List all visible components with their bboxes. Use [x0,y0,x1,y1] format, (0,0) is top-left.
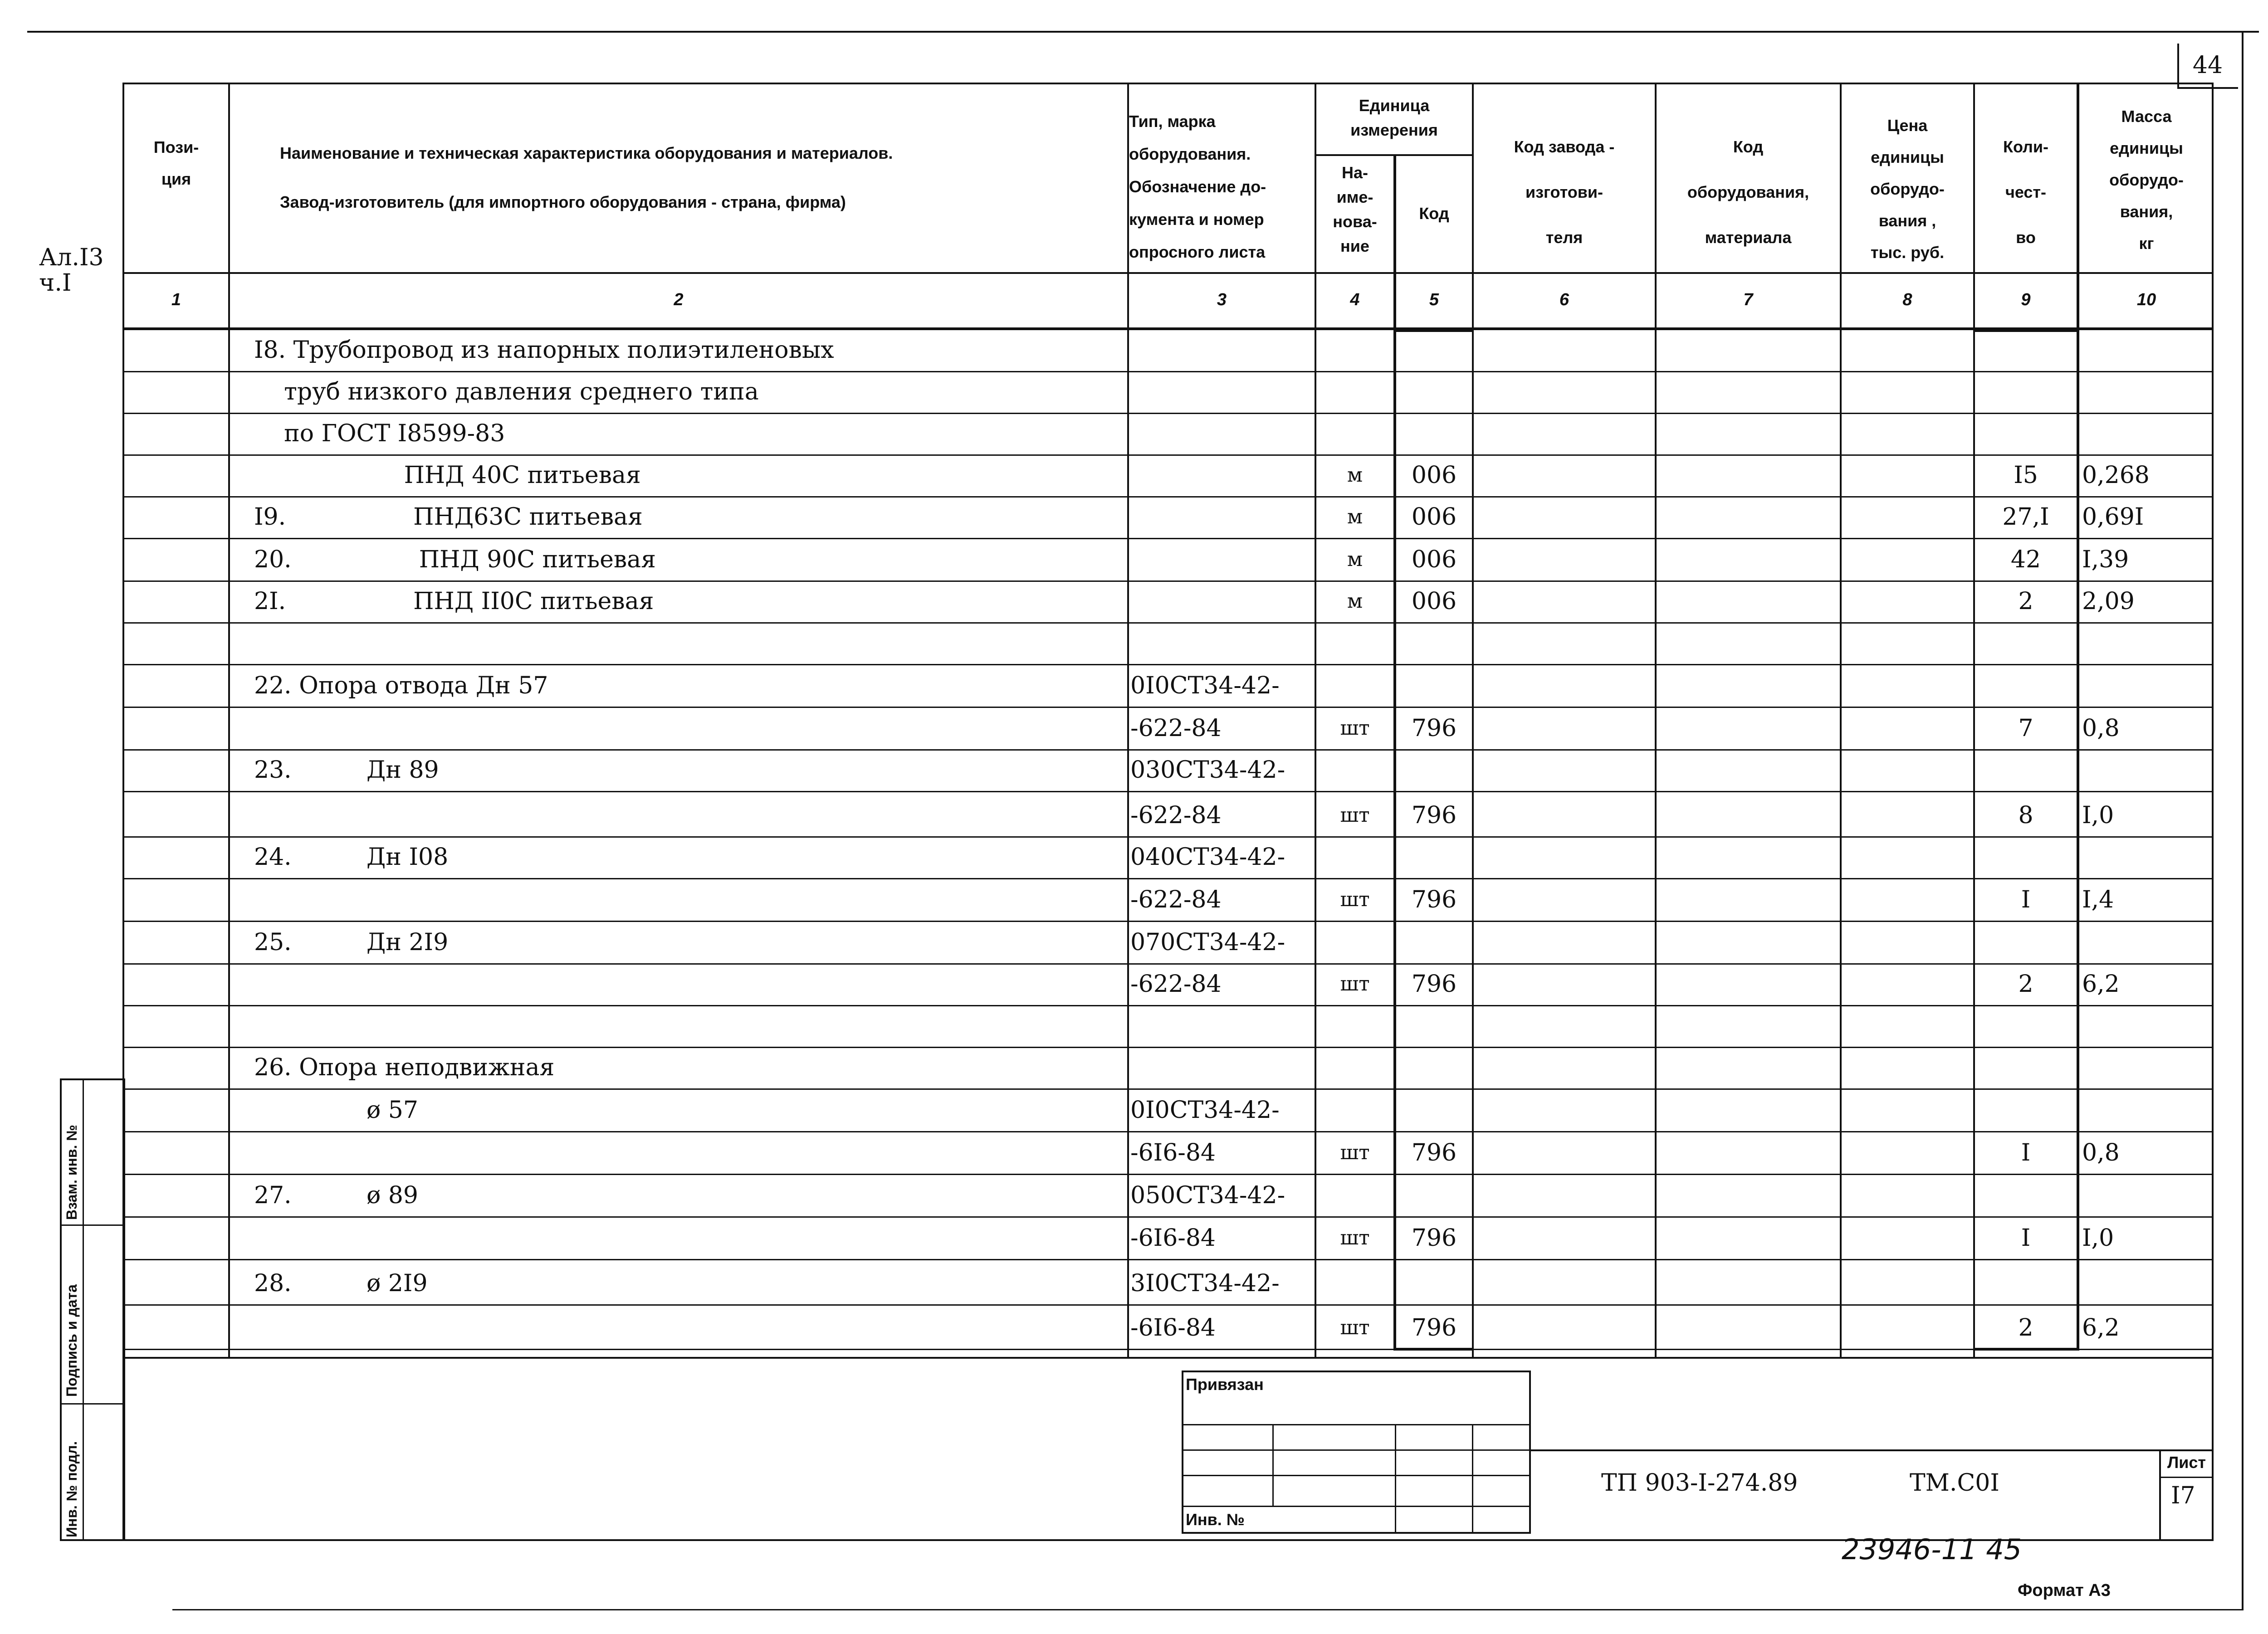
side-label-signature: Подпись и дата [64,1284,80,1397]
side-label-inv-podl: Инв. № подл. [64,1441,80,1537]
cell-code: 006 [1411,546,1457,573]
header-position: Пози- ция [153,138,199,188]
cell-mass: 6,2 [2082,971,2120,998]
code-col-bottom [1393,1348,1474,1351]
bottom-frame-line [172,1609,2244,1610]
header-mass: Масса единицы оборудо- вания, кг [2109,107,2184,253]
colnum-bottom-line [122,327,2214,330]
row-line [122,664,2214,665]
row-line [122,707,2214,708]
cell-qty: I [2021,886,2031,913]
side-stamp-line-2 [60,1403,125,1405]
cell-name: 20. ПНД 90С питьевая [254,546,656,573]
row-line [122,538,2214,539]
header-plant-code: Код завода - изготови- теля [1514,137,1615,247]
colnum-9: 9 [2021,290,2031,309]
cell-unit: шт [1340,717,1370,740]
cell-doc: -622-84 [1130,802,1222,829]
cell-name: 24. Дн I08 [254,844,449,871]
row-line [122,1131,2214,1132]
tb-designation-top [1531,1449,2214,1451]
row-line [122,371,2214,372]
cell-name: 27. ø 89 [254,1182,418,1209]
header-unit-name: На- име- нова- ние [1333,163,1377,255]
cell-doc: 0I0СТ34-42- [1130,672,1280,699]
tb-col-1 [1272,1424,1274,1507]
cell-doc: -622-84 [1130,971,1222,998]
colnum-1: 1 [171,290,181,309]
row-line [122,1174,2214,1175]
cell-code: 006 [1411,462,1457,489]
side-stamp-divider [83,1078,84,1541]
header-name: Наименование и техническая характеристика оборудования и материалов. Завод-изготовитель (для импортного оборудования - страна, фирма) [280,144,893,211]
title-block-privyazan [1182,1371,1531,1534]
tb-mark: ТМ.С0I [1910,1469,1999,1497]
cell-mass: 0,8 [2082,715,2120,742]
cell-qty: 2 [2018,588,2033,615]
row-line [122,580,2214,582]
row-line [122,836,2214,838]
cell-mass: I,39 [2082,546,2129,573]
cell-name: I9. ПНД63С питьевая [254,503,643,531]
cell-mass: 0,69I [2082,503,2144,531]
cell-doc: -622-84 [1130,715,1222,742]
cell-code: 796 [1411,1224,1457,1252]
row-line [122,413,2214,414]
cell-mass: 2,09 [2082,588,2135,615]
cell-name: 22. Опора отвода Дн 57 [254,672,548,699]
sheet-number: I7 [2171,1482,2195,1509]
header-bottom-line [122,272,2214,274]
cell-unit: шт [1340,804,1370,827]
cell-doc: 070СТ34-42- [1130,929,1286,956]
colnum-3: 3 [1217,290,1227,309]
tb-col-2 [1395,1424,1396,1534]
cell-mass: I,0 [2082,1224,2114,1252]
cell-code: 796 [1411,886,1457,913]
cell-name: 26. Опора неподвижная [254,1054,555,1081]
row-line [122,791,2214,792]
cell-qty: 7 [2018,715,2033,742]
tb-row-1 [1182,1424,1531,1425]
cell-unit: м [1347,505,1363,528]
cell-name: ПНД 40С питьевая [254,462,641,489]
inv-no-label: Инв. № [1186,1510,1245,1529]
row-line [122,963,2214,965]
colnum-4: 4 [1350,290,1360,309]
row-line [122,1047,2214,1048]
header-quantity: Коли- чест- во [2003,137,2049,247]
cell-doc: -6I6-84 [1130,1139,1216,1166]
cell-doc: -6I6-84 [1130,1314,1216,1341]
row-line [122,878,2214,879]
cell-doc: -6I6-84 [1130,1224,1216,1252]
row-line [122,1005,2214,1006]
right-frame-line [2242,31,2244,1609]
row-line [122,1216,2214,1218]
cell-code: 006 [1411,503,1457,531]
handwritten-number: 23946-11 45 [1842,1533,2022,1566]
cell-code: 796 [1411,715,1457,742]
bottom-left-line [122,1358,124,1541]
cell-unit: шт [1340,888,1370,911]
tb-col-3 [1472,1424,1473,1534]
cell-name: ø 57 [254,1097,418,1124]
cell-name: по ГОСТ I8599-83 [254,420,505,447]
tb-row-2 [1182,1449,1531,1451]
col-line-4 [1393,154,1396,1351]
unit-header-divider [1315,154,1473,156]
header-unit: Единица измерения [1350,96,1438,139]
cell-code: 796 [1411,1139,1457,1166]
header-equip-code: Код оборудования, материала [1687,137,1809,247]
row-line [122,1088,2214,1090]
tb-row-3 [1182,1475,1531,1476]
cell-mass: I,4 [2082,886,2114,913]
cell-doc: 030СТ34-42- [1130,756,1286,784]
cell-code: 796 [1411,802,1457,829]
side-stamp-line-1 [60,1224,125,1226]
cell-doc: -622-84 [1130,886,1222,913]
cell-qty: 42 [2010,546,2041,573]
cell-qty: 8 [2018,802,2033,829]
sheet-label: Лист [2167,1453,2206,1472]
cell-name: 25. Дн 2I9 [254,929,449,956]
cell-mass: 0,8 [2082,1139,2120,1166]
colnum-5: 5 [1429,290,1439,309]
cell-unit: шт [1340,1141,1370,1164]
cell-name: труб низкого давления среднего типа [254,378,759,405]
row-line [122,1349,2214,1350]
cell-qty: I [2021,1224,2031,1252]
cell-doc: 040СТ34-42- [1130,844,1286,871]
cell-doc: 3I0СТ34-42- [1130,1270,1280,1297]
cell-unit: шт [1340,1226,1370,1249]
row-line [122,622,2214,624]
cell-unit: шт [1340,972,1370,995]
format-label: Формат А3 [2018,1581,2111,1600]
row-line [122,496,2214,498]
colnum-8: 8 [1902,290,1912,309]
row-line [122,1259,2214,1260]
cell-unit: м [1347,463,1363,487]
row-line [122,454,2214,456]
qty-col-top [1973,329,2079,332]
cell-unit: м [1347,590,1363,613]
colnum-7: 7 [1743,290,1753,309]
cell-mass: 6,2 [2082,1314,2120,1341]
cell-name: I8. Трубопровод из напорных полиэтиленовых [254,337,834,364]
page-number: 44 [2192,52,2223,79]
cell-code: 796 [1411,1314,1457,1341]
cell-mass: I,0 [2082,802,2114,829]
cell-unit: м [1347,548,1363,571]
sheet-box-divider [2159,1477,2214,1478]
tb-row-4 [1182,1506,1531,1507]
row-line [122,749,2214,751]
cell-qty: I5 [2014,462,2038,489]
cell-qty: 2 [2018,1314,2033,1341]
code-col-top [1393,329,1474,332]
row-line [122,1304,2214,1306]
cell-qty: 2 [2018,971,2033,998]
side-label-inv-zam: Взам. инв. № [64,1125,80,1220]
tb-designation: ТП 903-I-274.89 [1601,1469,1798,1497]
cell-mass: 0,268 [2082,462,2150,489]
cell-code: 006 [1411,588,1457,615]
header-type-doc: Тип, марка оборудования. Обозначение до- кумента и номер опросного листа [1129,112,1266,261]
cell-doc: 0I0СТ34-42- [1130,1097,1280,1124]
cell-code: 796 [1411,971,1457,998]
row-line [122,921,2214,922]
cell-name: 2I. ПНД II0С питьевая [254,588,654,615]
top-border-line [27,31,2259,33]
colnum-2: 2 [674,290,684,309]
header-unit-code: Код [1419,204,1449,223]
cell-unit: шт [1340,1316,1370,1339]
cell-name: 23. Дн 89 [254,756,439,784]
privyazan-label: Привязан [1186,1375,1264,1394]
cell-qty: I [2021,1139,2031,1166]
cell-doc: 050СТ34-42- [1130,1182,1286,1209]
colnum-6: 6 [1559,290,1569,309]
qty-col-bottom [1973,1348,2079,1351]
album-label: Ал.I3 ч.I [39,244,104,297]
header-price: Цена единицы оборудо- вания , тыс. руб. [1870,116,1945,262]
cell-qty: 27,I [2002,503,2049,531]
colnum-10: 10 [2136,290,2156,309]
cell-name: 28. ø 2I9 [254,1270,428,1297]
